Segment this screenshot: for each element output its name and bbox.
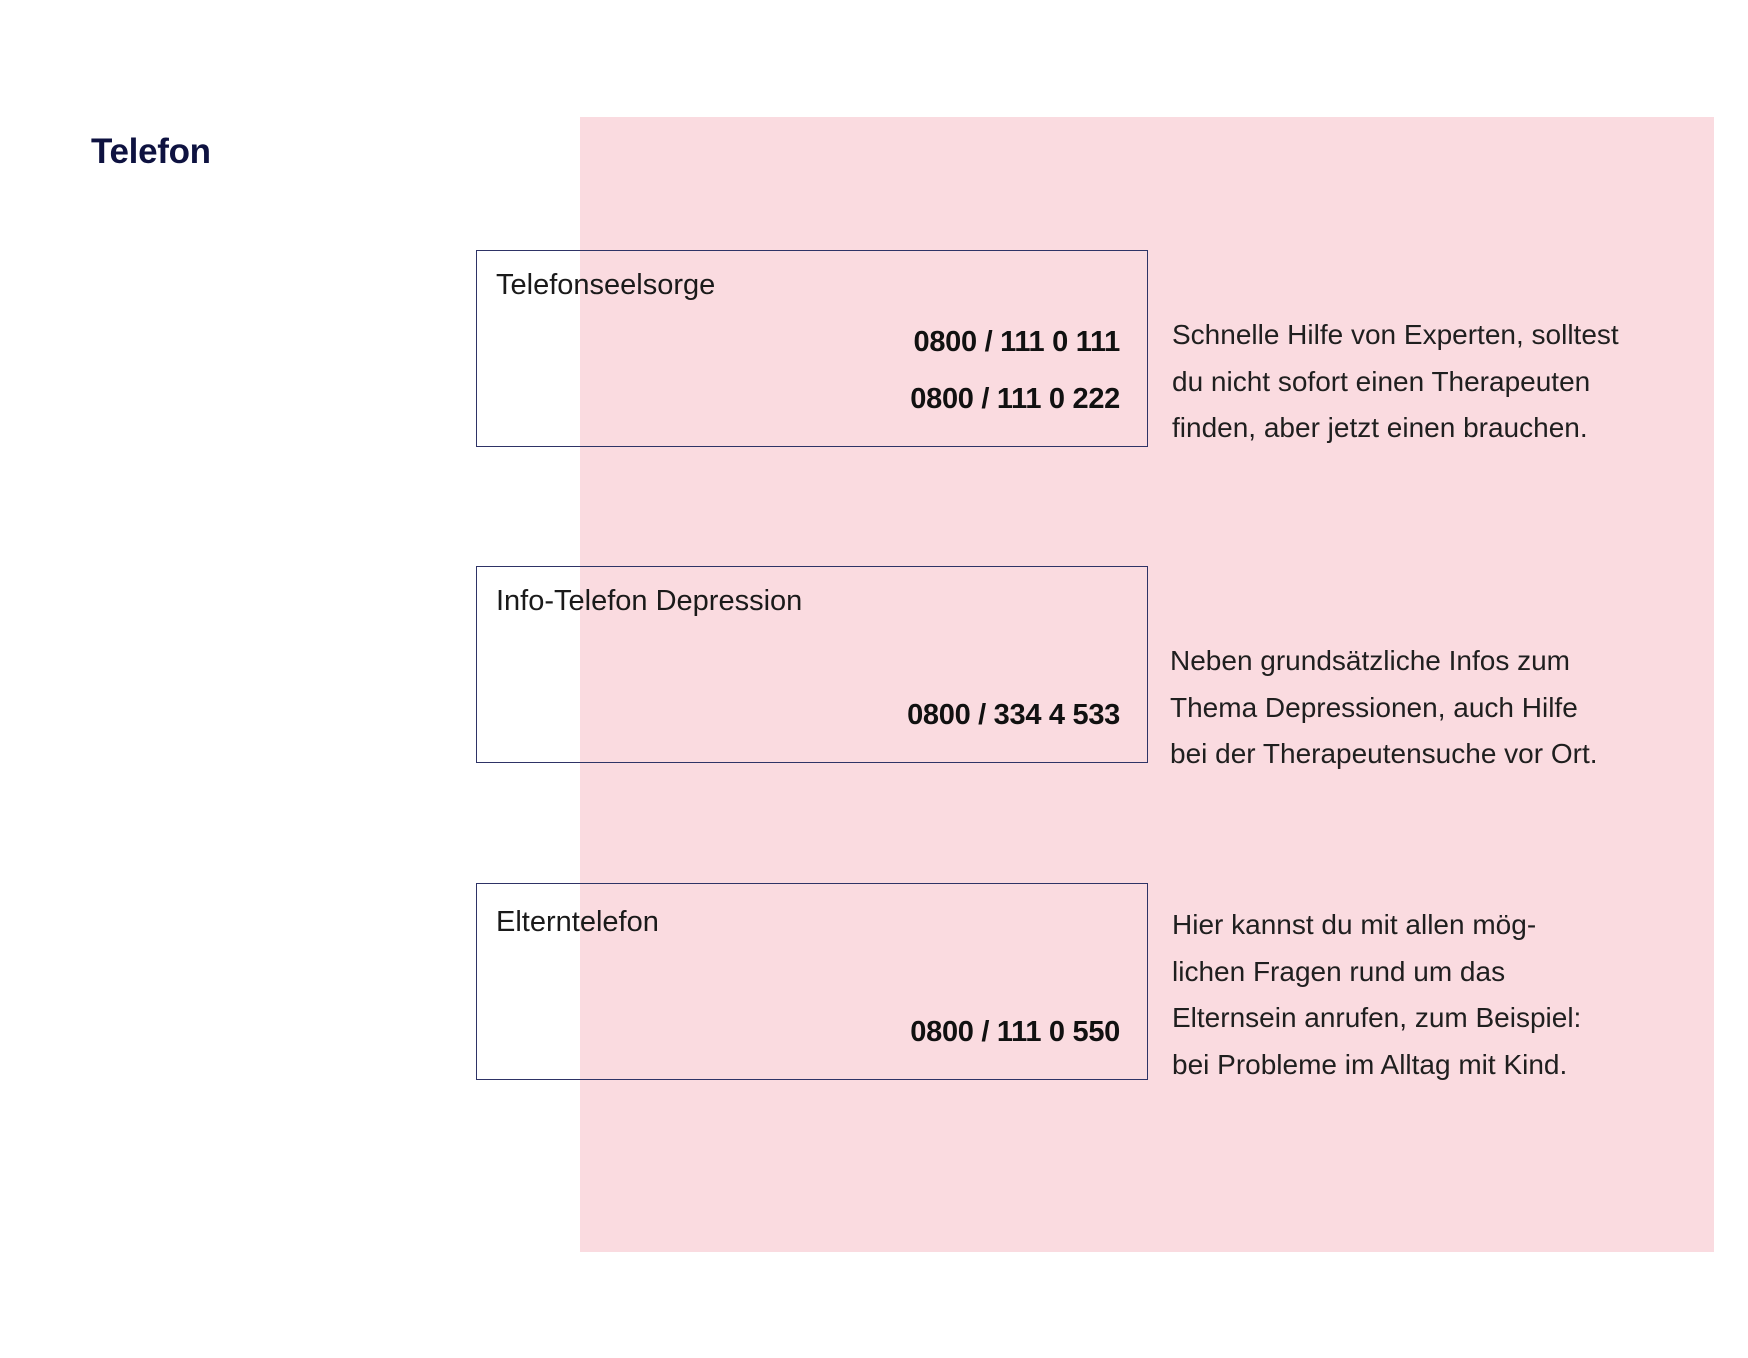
description-line: Hier kannst du mit allen mög-: [1172, 909, 1537, 940]
page-title: Telefon: [91, 132, 211, 171]
description-line: Schnelle Hilfe von Experten, solltest: [1172, 319, 1619, 350]
hotline-card-telefonseelsorge: [476, 250, 1148, 447]
hotline-description: [1170, 638, 1598, 778]
description-line: Thema Depressionen, auch Hilfe: [1170, 691, 1578, 723]
hotline-description: [1172, 902, 1581, 1088]
description-line: finden, aber jetzt einen brauchen.: [1172, 412, 1588, 443]
phone-number[interactable]: 0800 / 111 0 111: [913, 326, 1120, 358]
hotline-name: Elterntelefon: [496, 906, 659, 938]
description-line: bei Probleme im Alltag mit Kind.: [1172, 1048, 1568, 1080]
phone-list: [910, 1004, 1120, 1061]
description-line: du nicht sofort einen Therapeuten: [1172, 365, 1591, 397]
hotline-name: Telefonseelsorge: [496, 269, 716, 301]
phone-number[interactable]: 0800 / 111 0 550: [910, 1016, 1120, 1048]
description-line: bei der Therapeutensuche vor Ort.: [1170, 738, 1598, 769]
hotline-name: Info-Telefon Depression: [496, 585, 803, 617]
description-line: Elternsein anrufen, zum Beispiel:: [1172, 1002, 1582, 1033]
hotline-card-info-telefon-depression: [476, 566, 1148, 763]
phone-number[interactable]: 0800 / 334 4 533: [907, 699, 1120, 731]
phone-list: [910, 314, 1120, 428]
description-line: Neben grundsätzliche Infos zum: [1170, 645, 1570, 676]
phone-list: [907, 687, 1120, 744]
phone-number[interactable]: 0800 / 111 0 222: [910, 383, 1120, 415]
hotline-card-elterntelefon: [476, 883, 1148, 1080]
description-line: lichen Fragen rund um das: [1172, 955, 1506, 987]
hotline-description: [1172, 312, 1619, 452]
